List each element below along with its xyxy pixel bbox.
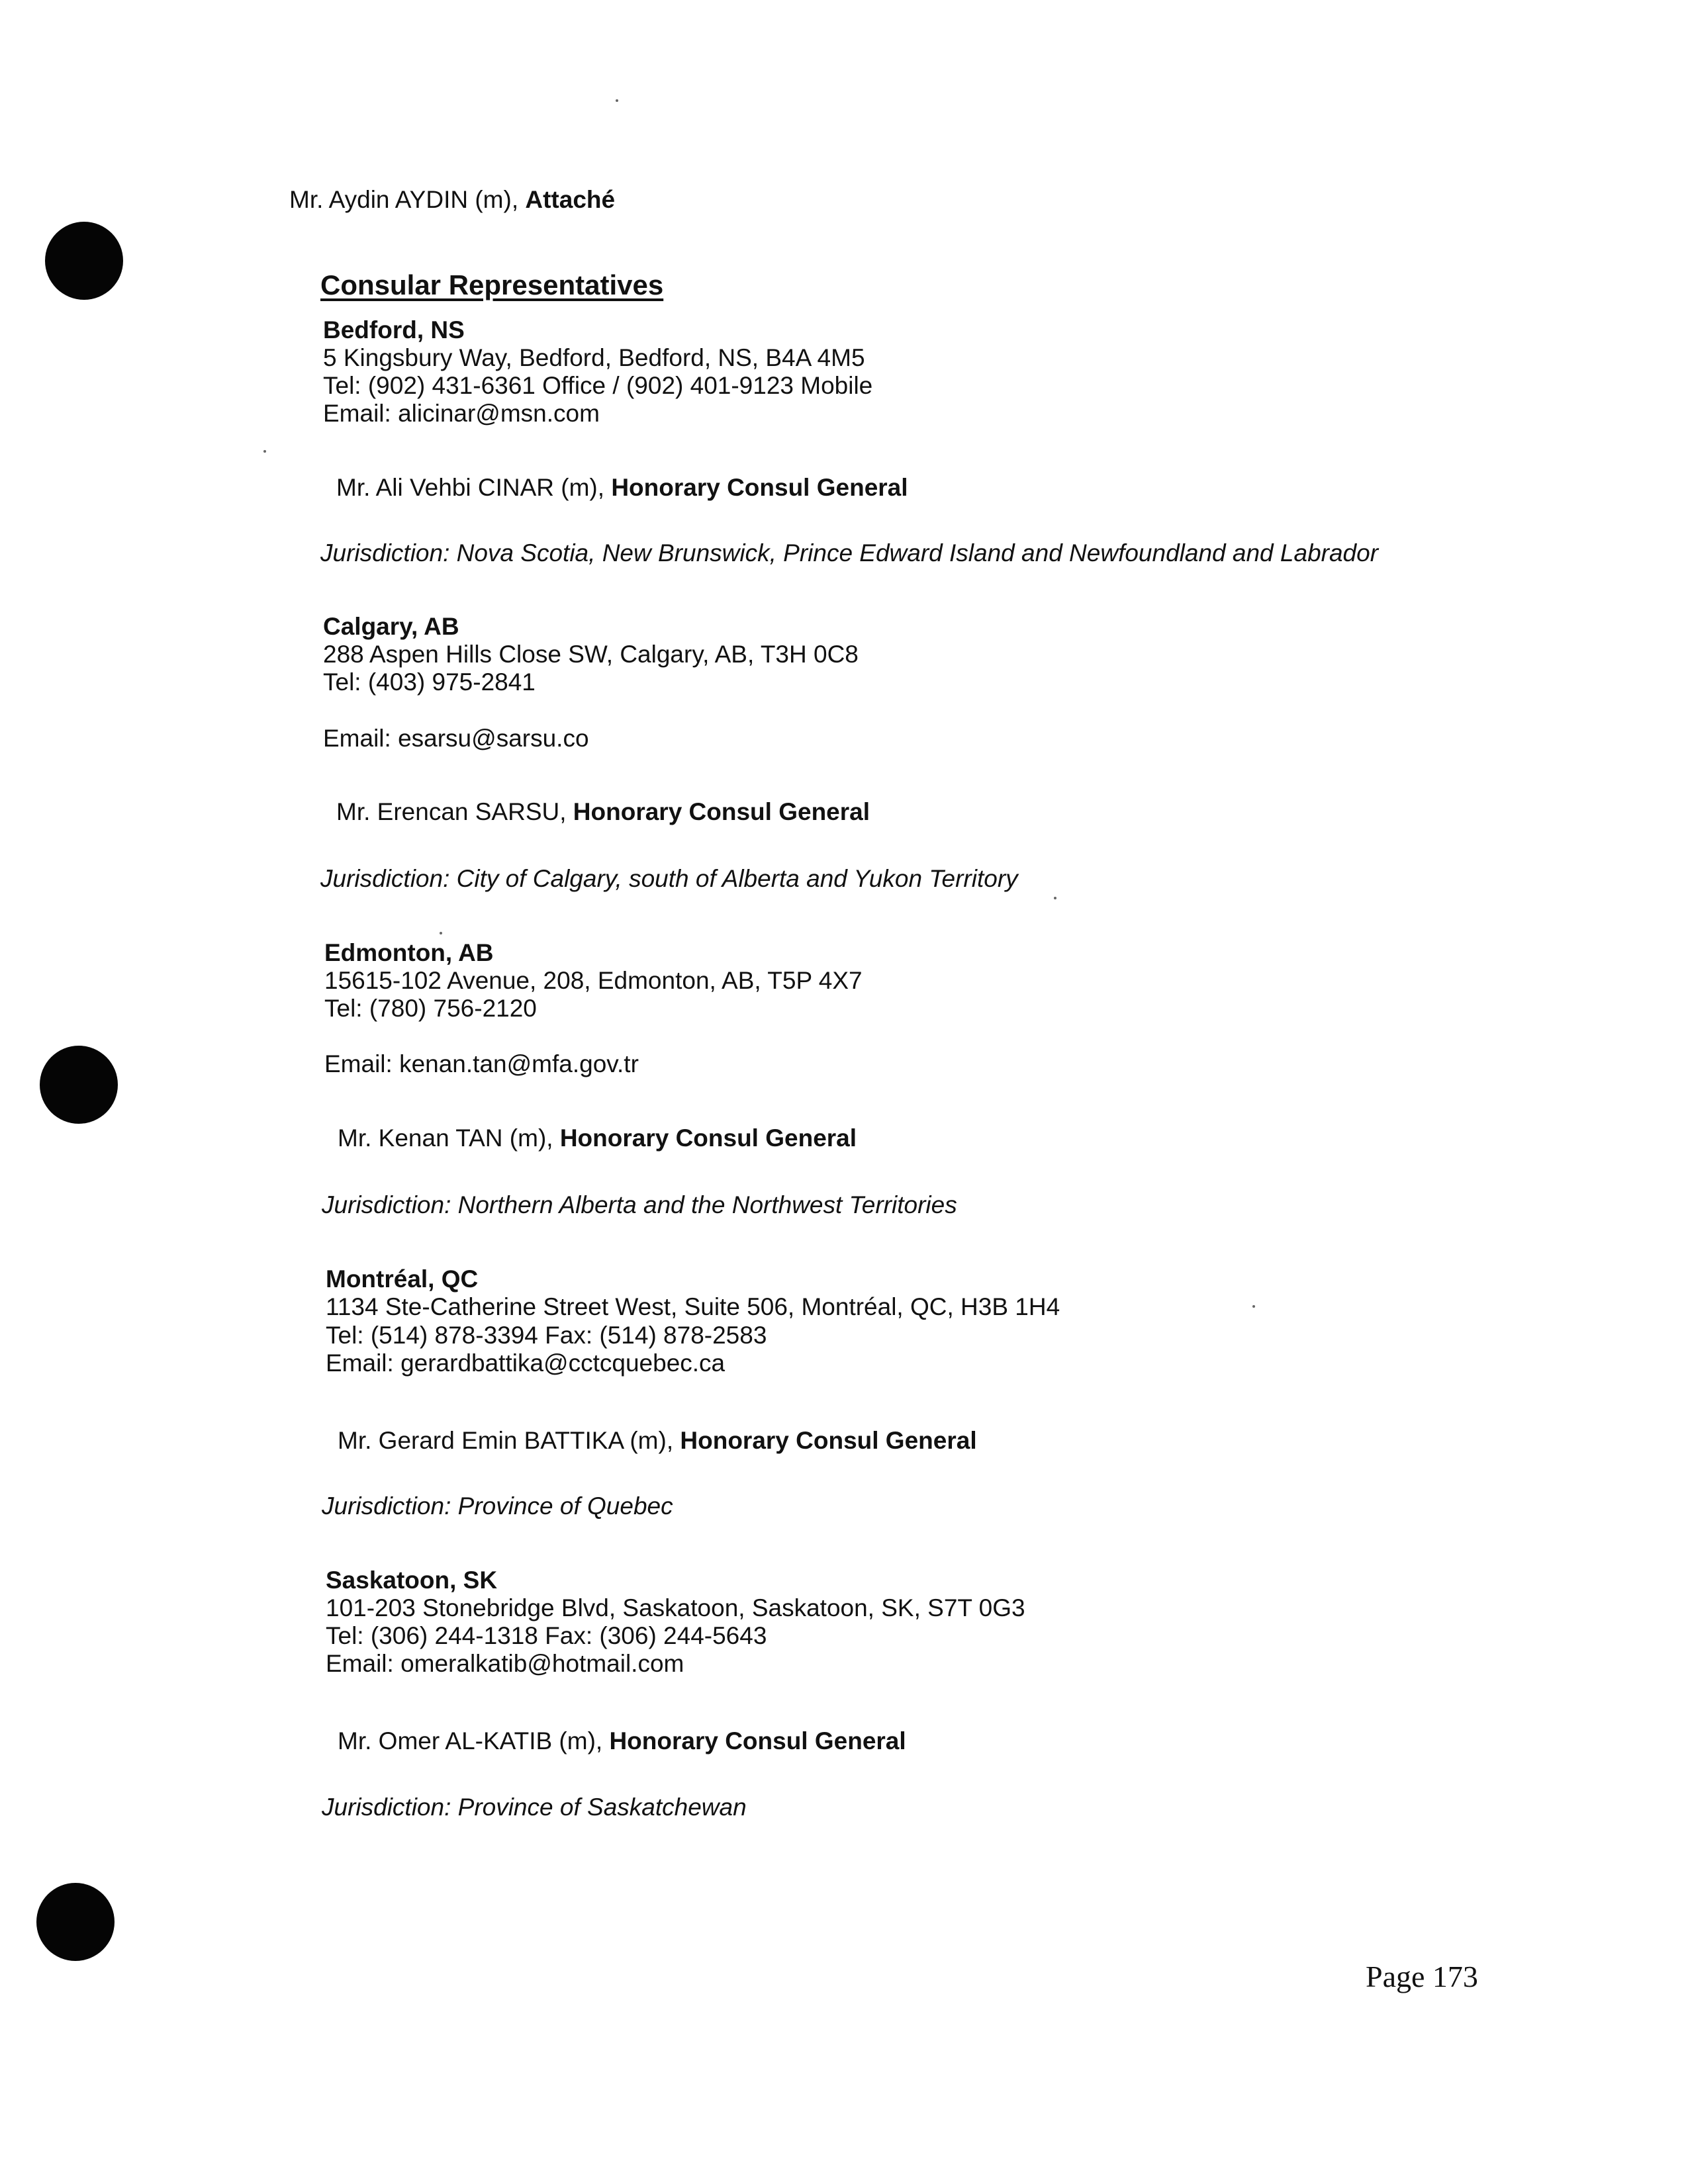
consulate-address: 288 Aspen Hills Close SW, Calgary, AB, T3H 0C8 [323,641,859,668]
jurisdiction [322,1793,747,1822]
scan-speck [263,450,266,453]
jurisdiction-label: Jurisdiction: [322,1794,451,1821]
consulate-address: 101-203 Stonebridge Blvd, Saskatoon, Saskatoon, SK, S7T 0G3 [326,1594,1025,1621]
consul-entry [336,473,908,502]
jurisdiction-value: Nova Scotia, New Brunswick, Prince Edward Island and Newfoundland and Labrador [449,539,1379,567]
consulate-tel: Tel: (403) 975-2841 [323,668,536,696]
consul-title: Honorary Consul General [680,1427,977,1454]
jurisdiction-value: Northern Alberta and the Northwest Territories [451,1191,957,1218]
consul-name: Mr. Gerard Emin BATTIKA (m), [338,1427,680,1454]
consulate-city: Calgary, AB [323,613,459,640]
consul-entry [336,797,870,827]
scan-speck [440,932,442,934]
jurisdiction-label: Jurisdiction: [322,1492,451,1520]
consul-entry [338,1426,977,1455]
consulate-email: Email: esarsu@sarsu.co [323,725,589,752]
consul-entry [338,1124,857,1153]
page-number: Page 173 [1366,1960,1478,1993]
consulate-email: Email: kenan.tan@mfa.gov.tr [324,1050,639,1077]
consul-name: Mr. Erencan SARSU, [336,798,573,825]
scan-speck [616,99,618,102]
consulate-city: Bedford, NS [323,316,465,343]
consulate-email: Email: gerardbattika@cctcquebec.ca [326,1349,726,1377]
attache-name: Mr. Aydin AYDIN (m), [289,186,526,213]
consulate-address: 1134 Ste-Catherine Street West, Suite 506, Montréal, QC, H3B 1H4 [326,1293,1060,1320]
jurisdiction-label: Jurisdiction: [320,539,450,567]
consul-title: Honorary Consul General [559,1124,857,1152]
jurisdiction-value: City of Calgary, south of Alberta and Yukon Territory [449,865,1018,892]
jurisdiction [322,1492,673,1521]
consul-entry [338,1727,906,1756]
consulate-email: Email: alicinar@msn.com [323,400,600,427]
consulate-tel: Tel: (514) 878-3394 Fax: (514) 878-2583 [326,1322,767,1349]
punch-hole-bottom [36,1883,115,1961]
punch-hole-middle [40,1046,118,1124]
punch-hole-top [45,222,123,300]
consulate-city: Saskatoon, SK [326,1567,498,1594]
scan-speck [1252,1305,1255,1308]
consulate-city: Edmonton, AB [324,939,494,966]
scan-speck [1054,897,1056,899]
consul-title: Honorary Consul General [609,1727,906,1754]
consulate-address: 5 Kingsbury Way, Bedford, Bedford, NS, B4A 4M5 [323,344,865,371]
section-heading: Consular Representatives [320,269,664,300]
jurisdiction-value: Province of Quebec [451,1492,673,1520]
jurisdiction [320,864,1018,893]
consul-title: Honorary Consul General [573,798,870,825]
consulate-address: 15615-102 Avenue, 208, Edmonton, AB, T5P 4X7 [324,967,863,994]
consulate-tel: Tel: (780) 756-2120 [324,995,537,1022]
jurisdiction [322,1191,957,1220]
jurisdiction-value: Province of Saskatchewan [451,1794,747,1821]
jurisdiction-label: Jurisdiction: [322,1191,451,1218]
consulate-city: Montréal, QC [326,1265,479,1293]
consulate-tel: Tel: (902) 431-6361 Office / (902) 401-9123 Mobile [323,372,873,399]
consul-title: Honorary Consul General [611,474,908,501]
jurisdiction-label: Jurisdiction: [320,865,450,892]
consulate-email: Email: omeralkatib@hotmail.com [326,1650,684,1677]
consul-name: Mr. Kenan TAN (m), [338,1124,560,1152]
jurisdiction [320,539,1378,568]
attache-title: Attaché [525,186,616,213]
consulate-tel: Tel: (306) 244-1318 Fax: (306) 244-5643 [326,1622,767,1649]
attache-entry [289,185,615,214]
consul-name: Mr. Ali Vehbi CINAR (m), [336,474,612,501]
consul-name: Mr. Omer AL-KATIB (m), [338,1727,610,1754]
